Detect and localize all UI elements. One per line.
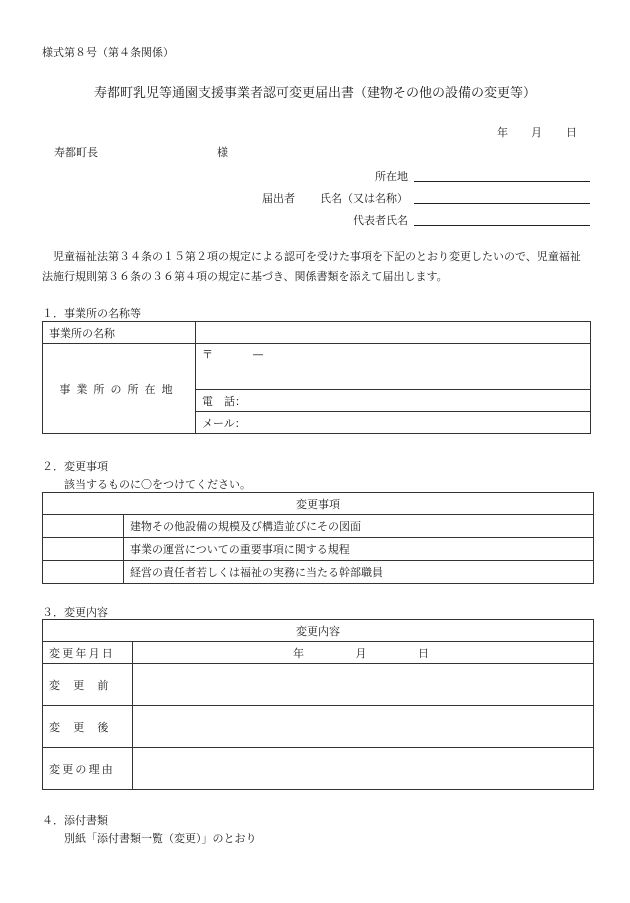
section4-heading: ４．添付書類: [42, 814, 108, 827]
postal-mark: 〒: [202, 348, 213, 361]
change-item-2: 事業の運営についての重要事項に関する規程: [124, 538, 594, 561]
phone-label: 電 話：: [202, 394, 246, 408]
email-field[interactable]: [196, 412, 591, 434]
date-year-label: 年: [497, 126, 508, 139]
section2-instruction: 該当するものに〇をつけてください。: [64, 478, 251, 491]
reason-field[interactable]: [133, 748, 594, 790]
before-field[interactable]: [133, 664, 594, 706]
date-day-label: 日: [566, 126, 577, 139]
postal-field[interactable]: [196, 344, 591, 390]
postal-dash: —: [252, 348, 264, 361]
facility-name-label: 事業所の名称: [43, 322, 196, 344]
facility-name-field[interactable]: [196, 322, 591, 344]
change-item-mark-3[interactable]: [43, 561, 124, 584]
change-date-field[interactable]: 年 月 日: [133, 642, 594, 664]
after-label: 変更後: [43, 706, 133, 748]
before-label: 変更前: [43, 664, 133, 706]
after-field[interactable]: [133, 706, 594, 748]
name-label: 氏名（又は名称）: [320, 192, 408, 205]
form-number: 様式第８号（第４条関係）: [42, 46, 174, 59]
addressee-name: 寿都町長: [54, 146, 98, 159]
attachment-text: 別紙「添付書類一覧（変更）」のとおり: [64, 832, 257, 845]
date-month-label: 月: [531, 126, 542, 139]
change-date-label: 変更年月日: [43, 642, 133, 664]
facility-location-label: 事業所の所在地: [43, 344, 196, 434]
change-item-mark-2[interactable]: [43, 538, 124, 561]
section3-heading: ３．変更内容: [42, 606, 108, 619]
address-label: 所在地: [375, 170, 408, 183]
change-items-table: [42, 492, 594, 584]
section1-heading: １．事業所の名称等: [42, 307, 141, 320]
body-text: 児童福祉法第３４条の１５第２項の規定による認可を受けた事項を下記のとおり変更したいので、児童福祉法施行規則第３６条の３６第４項の規定に基づき、関係書類を添えて届出します。: [42, 250, 581, 283]
name-field[interactable]: [414, 189, 590, 204]
address-field[interactable]: [414, 167, 590, 182]
change-content-header: 変更内容: [43, 620, 594, 642]
change-items-header: 変更事項: [43, 493, 594, 515]
section2-heading: ２．変更事項: [42, 460, 108, 473]
phone-field[interactable]: [196, 390, 591, 412]
change-item-3: 経営の責任者若しくは福祉の実務に当たる幹部職員: [124, 561, 594, 584]
email-label: メール：: [202, 416, 246, 430]
representative-field[interactable]: [414, 211, 590, 226]
reason-label: 変更の理由: [43, 748, 133, 790]
representative-label: 代表者氏名: [353, 214, 408, 227]
addressee-honorific: 様: [217, 146, 228, 159]
notifier-label: 届出者: [262, 192, 295, 205]
change-content-table: [42, 619, 594, 790]
change-item-1: 建物その他設備の規模及び構造並びにその図面: [124, 515, 594, 538]
document-title: 寿都町乳児等通園支援事業者認可変更届出書（建物その他の設備の変更等）: [93, 86, 536, 101]
change-item-mark-1[interactable]: [43, 515, 124, 538]
facility-table: [42, 321, 591, 434]
